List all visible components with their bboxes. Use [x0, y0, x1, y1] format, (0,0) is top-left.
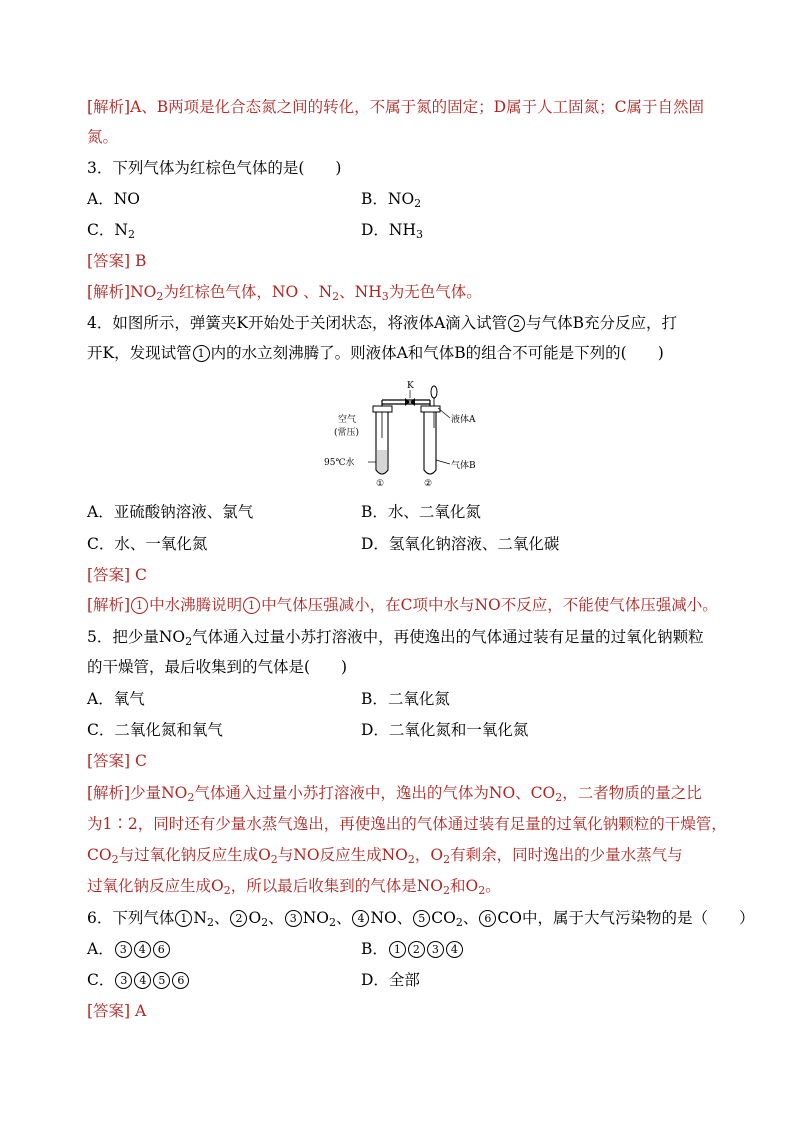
clamp-k-label: K — [407, 381, 414, 391]
q3-option-d: D．$NH_3$ — [361, 221, 424, 241]
tube-2-marker: 2 — [508, 315, 525, 332]
normal-pressure-label: (常压) — [334, 428, 360, 438]
gas-b-label: 气体B — [451, 461, 476, 471]
q5-option-c: C．二氧化氮和氧气 — [87, 721, 223, 739]
q6-stem: 6．下列气体 1 $N_2$、 2 $O_2$、 3 $NO_2$、 4 NO、 5 $CO_2$、 6 CO中，属于大气污染物的是（ ） — [87, 909, 755, 929]
q5-stem-line1: 5．把少量$NO_2$气体通入过量小苏打溶液中，再使逸出的气体通过装有足量的过氧化钠颗粒 — [87, 628, 704, 648]
q2-analysis-line1: [解析]A、B两项是化合态氮之间的转化，不属于氮的固定；D属于人工固氮；C属于自然固 — [87, 98, 704, 116]
q5-answer: [答案] C — [87, 752, 147, 770]
q4-option-a: A．亚硫酸钠溶液、氯气 — [87, 503, 254, 521]
q4-analysis: [解析] 1 中水沸腾说明 1 中气体压强减小，在C项中水与NO不反应，不能使气体压强减小。 — [87, 596, 718, 614]
q5-option-d: D．二氧化氮和一氧化氮 — [361, 721, 529, 739]
q5-option-b: B．二氧化氮 — [361, 690, 450, 708]
q2-analysis-line2: 氮。 — [87, 128, 119, 146]
q4-option-d: D．氢氧化钠溶液、二氧化碳 — [361, 535, 560, 553]
q4-option-c: C．水、一氧化氮 — [87, 535, 208, 553]
q4-answer: [答案] C — [87, 566, 147, 584]
q5-stem-line2: 的干燥管，最后收集到的气体是( ) — [87, 658, 348, 676]
air-label: 空气 — [338, 415, 357, 425]
q6-answer: [答案] A — [87, 1002, 147, 1020]
q5-analysis-line4: 过氧化钠反应生成$O_2$，所以最后收集到的气体是$NO_2$和$O_2$。 — [87, 877, 501, 897]
tube-1-label: ① — [376, 479, 385, 489]
q3-option-b: B．$NO_2$ — [361, 190, 422, 210]
q6-option-d: D．全部 — [361, 971, 420, 989]
tube-2-label: ② — [424, 479, 433, 489]
hot-water-label: 95℃水 — [324, 458, 355, 468]
apparatus-figure — [318, 378, 488, 490]
q3-analysis: [解析]$NO_2$为红棕色气体，NO 、$N_2$、$NH_3$为无色气体。 — [87, 283, 482, 303]
q6-option-c: C． 3 4 5 6 — [87, 970, 190, 990]
q5-analysis-line1: [解析]少量$NO_2$气体通入过量小苏打溶液中，逸出的气体为NO、$CO_2$，二者物质的量之比 — [87, 784, 702, 804]
tube-1-marker: 1 — [193, 345, 210, 362]
q3-stem: 3．下列气体为红棕色气体的是( ) — [87, 159, 342, 177]
q5-analysis-line3: $CO_2$与过氧化钠反应生成$O_2$与NO反应生成$NO_2$，$O_2$有剩余，同时逸出的少量水蒸气与 — [87, 846, 683, 866]
q5-option-a: A．氧气 — [87, 690, 145, 708]
q6-option-b: B． 1 2 3 4 — [361, 939, 464, 959]
liquid-a-label: 液体A — [451, 415, 476, 425]
q4-stem-line1: 4．如图所示，弹簧夹K开始处于关闭状态，将液体A滴入试管 2 与气体B充分反应，打 — [87, 314, 678, 332]
q4-stem-line2: 开K，发现试管 1 内的水立刻沸腾了。则液体A和气体B的组合不可能是下列的( ) — [87, 344, 664, 362]
q4-option-b: B．水、二氧化氮 — [361, 503, 481, 521]
q3-option-a: A．NO — [87, 190, 140, 208]
q3-answer: [答案] B — [87, 252, 147, 270]
q5-analysis-line2: 为1∶2，同时还有少量水蒸气逸出，再使逸出的气体通过装有足量的过氧化钠颗粒的干燥管， — [87, 815, 727, 833]
q6-option-a: A． 3 4 6 — [87, 939, 171, 959]
q3-option-c: C．$N_2$ — [87, 221, 135, 241]
